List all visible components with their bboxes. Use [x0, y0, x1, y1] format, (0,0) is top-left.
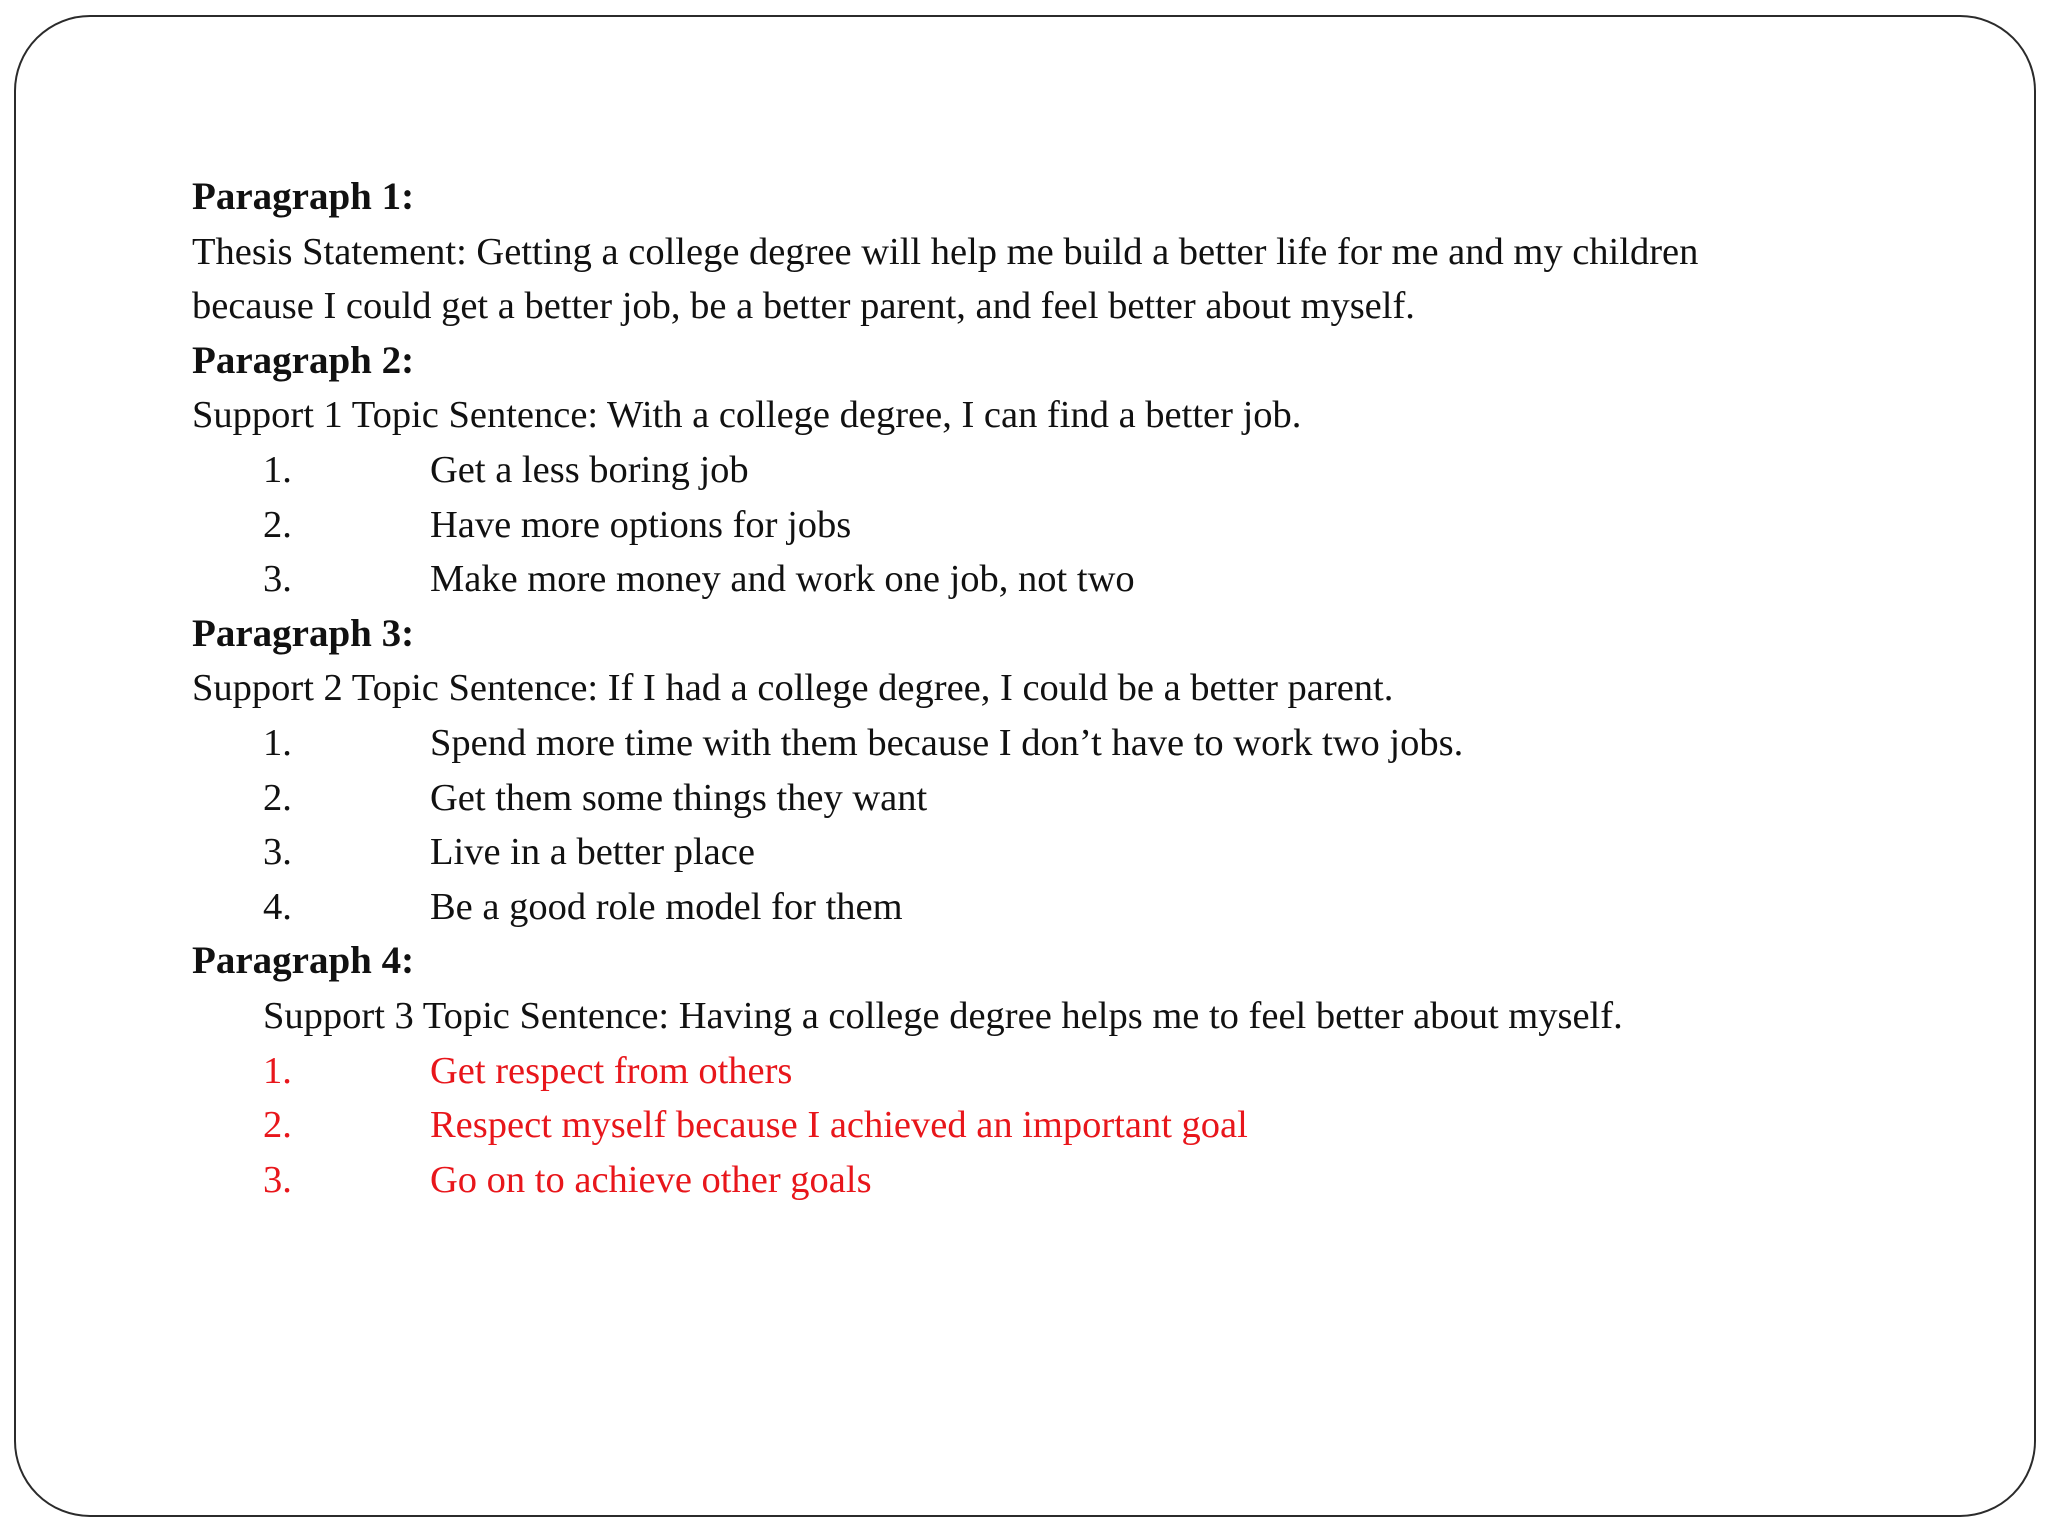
- paragraph-1-section: [192, 170, 1892, 334]
- paragraph-heading: Paragraph 1:: [192, 175, 415, 218]
- paragraph-heading: Paragraph 3:: [192, 611, 415, 655]
- paragraph-3-section: [192, 607, 1892, 935]
- list-number: 1.: [263, 1049, 292, 1092]
- list-text: Get respect from others: [430, 1049, 793, 1092]
- list-number: 3.: [263, 558, 292, 601]
- list-number: 1.: [263, 448, 292, 491]
- list-text: Make more money and work one job, not two: [430, 558, 1135, 601]
- list-number: 3.: [263, 1158, 292, 1201]
- list-number: 2.: [263, 1104, 292, 1147]
- list-number: 4.: [263, 885, 292, 928]
- list-text: Have more options for jobs: [430, 503, 852, 546]
- list-item-highlighted: [192, 1098, 1892, 1153]
- topic-sentence: Support 1 Topic Sentence: With a college degree, I can find a better job.: [192, 394, 1302, 437]
- list-text: Live in a better place: [430, 831, 755, 874]
- list-item: [192, 825, 1892, 880]
- list-item: [192, 880, 1892, 935]
- list-text: Get them some things they want: [430, 776, 928, 819]
- list-text: Spend more time with them because I don’t have to work two jobs.: [430, 721, 1464, 764]
- list-number: 3.: [263, 831, 292, 874]
- list-text: Go on to achieve other goals: [430, 1158, 872, 1201]
- list-number: 1.: [263, 721, 292, 764]
- list-text: Be a good role model for them: [430, 885, 903, 928]
- paragraph-4-section: [192, 934, 1892, 1207]
- essay-outline: [192, 170, 1892, 1207]
- list-item: [192, 771, 1892, 826]
- list-item: [192, 552, 1892, 607]
- list-item-highlighted: [192, 1153, 1892, 1208]
- topic-sentence: Support 3 Topic Sentence: Having a college degree helps me to feel better about myself.: [263, 994, 1623, 1037]
- list-text: Respect myself because I achieved an important goal: [430, 1104, 1248, 1147]
- paragraph-2-section: [192, 334, 1892, 607]
- list-item: [192, 716, 1892, 771]
- list-number: 2.: [263, 776, 292, 819]
- list-item: [192, 498, 1892, 553]
- topic-sentence: Support 2 Topic Sentence: If I had a college degree, I could be a better parent.: [192, 667, 1394, 710]
- thesis-statement-line: because I could get a better job, be a better parent, and feel better about myself.: [192, 285, 1415, 328]
- paragraph-heading: Paragraph 4:: [192, 939, 415, 983]
- list-item: [192, 443, 1892, 498]
- paragraph-heading: Paragraph 2:: [192, 338, 415, 382]
- list-item-highlighted: [192, 1044, 1892, 1099]
- thesis-statement-line: Thesis Statement: Getting a college degree will help me build a better life for me and my children: [192, 230, 1699, 273]
- list-number: 2.: [263, 503, 292, 546]
- list-text: Get a less boring job: [430, 448, 749, 491]
